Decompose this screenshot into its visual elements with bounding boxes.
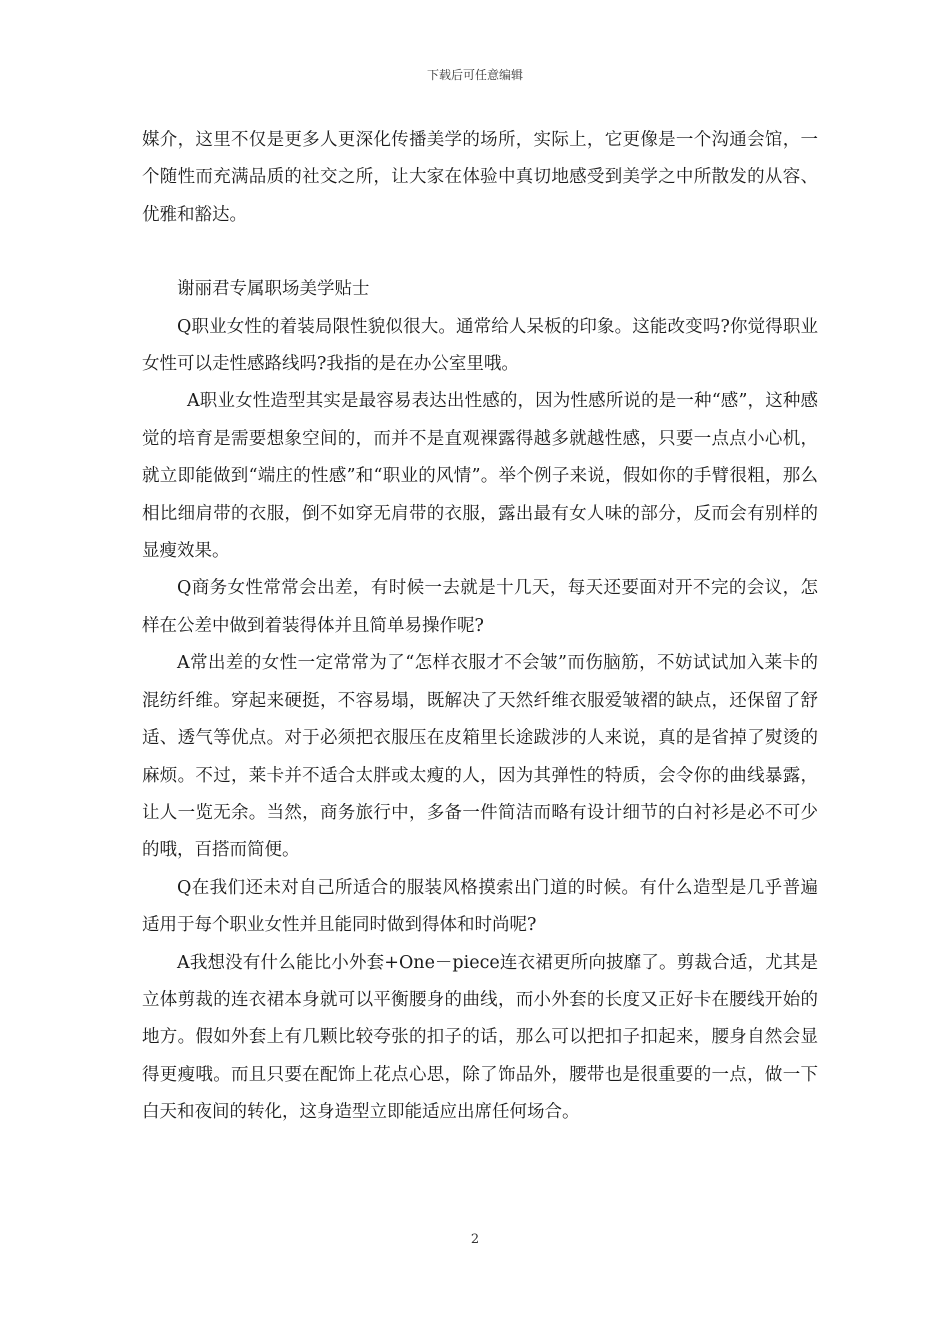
answer-paragraph: A常出差的女性一定常常为了“怎样衣服才不会皱”而伤脑筋，不妨试试加入莱卡的混纺纤维。穿起来硬挺，不容易塌，既解决了天然纤维衣服爱皱褶的缺点，还保留了舒适、透气等优点。对于必须把衣服压在皮箱里长途跋涉的人来说，真的是省掉了熨烫的麻烦。不过，莱卡并不适合太胖或太瘦的人，因为其弹性的特质，会令你的曲线暴露，让人一览无余。当然，商务旅行中，多备一件简洁而略有设计细节的白衬衫是必不可少的哦，百搭而简便。 — [142, 653, 818, 861]
question-paragraph: Q在我们还未对自己所适合的服装风格摸索出门道的时候。有什么造型是几乎普遍适用于每个职业女性并且能同时做到得体和时尚呢? — [142, 877, 818, 936]
section-title: 谢丽君专属职场美学贴士 — [177, 279, 370, 300]
question-paragraph: Q商务女性常常会出差，有时候一去就是十几天，每天还要面对开不完的会议，怎样在公差中做到着装得体并且简单易操作呢? — [142, 578, 818, 636]
document-body — [142, 122, 818, 1132]
page-header: 下载后可任意编辑 — [426, 68, 523, 82]
question-paragraph: Q职业女性的着装局限性貌似很大。通常给人呆板的印象。这能改变吗?你觉得职业女性可以走性感路线吗?我指的是在办公室里哦。 — [142, 316, 818, 375]
answer-paragraph: A我想没有什么能比小外套+One－piece连衣裙更所向披靡了。剪裁合适，尤其是立体剪裁的连衣裙本身就可以平衡腰身的曲线，而小外套的长度又正好卡在腰线开始的地方。假如外套上有几颗比较夸张的扣子的话，那么可以把扣子扣起来，腰身自然会显得更瘦哦。而且只要在配饰上花点心思，除了饰品外，腰带也是很重要的一点，做一下白天和夜间的转化，这身造型立即能适应出席任何场合。 — [142, 952, 818, 1123]
intro-paragraph: 媒介，这里不仅是更多人更深化传播美学的场所，实际上，它更像是一个沟通会馆，一个随性而充满品质的社交之所，让大家在体验中真切地感受到美学之中所散发的从容、优雅和豁达。 — [142, 130, 818, 225]
page-number: 2 — [470, 1232, 480, 1247]
answer-paragraph: A职业女性造型其实是最容易表达出性感的，因为性感所说的是一种“感”，这种感觉的培育是需要想象空间的，而并不是直观裸露得越多就越性感，只要一点点小心机，就立即能做到“端庄的性感”和“职业的风情”。举个例子来说，假如你的手臂很粗，那么相比细肩带的衣服，倒不如穿无肩带的衣服，露出最有女人味的部分，反而会有别样的显瘦效果。 — [142, 391, 818, 562]
